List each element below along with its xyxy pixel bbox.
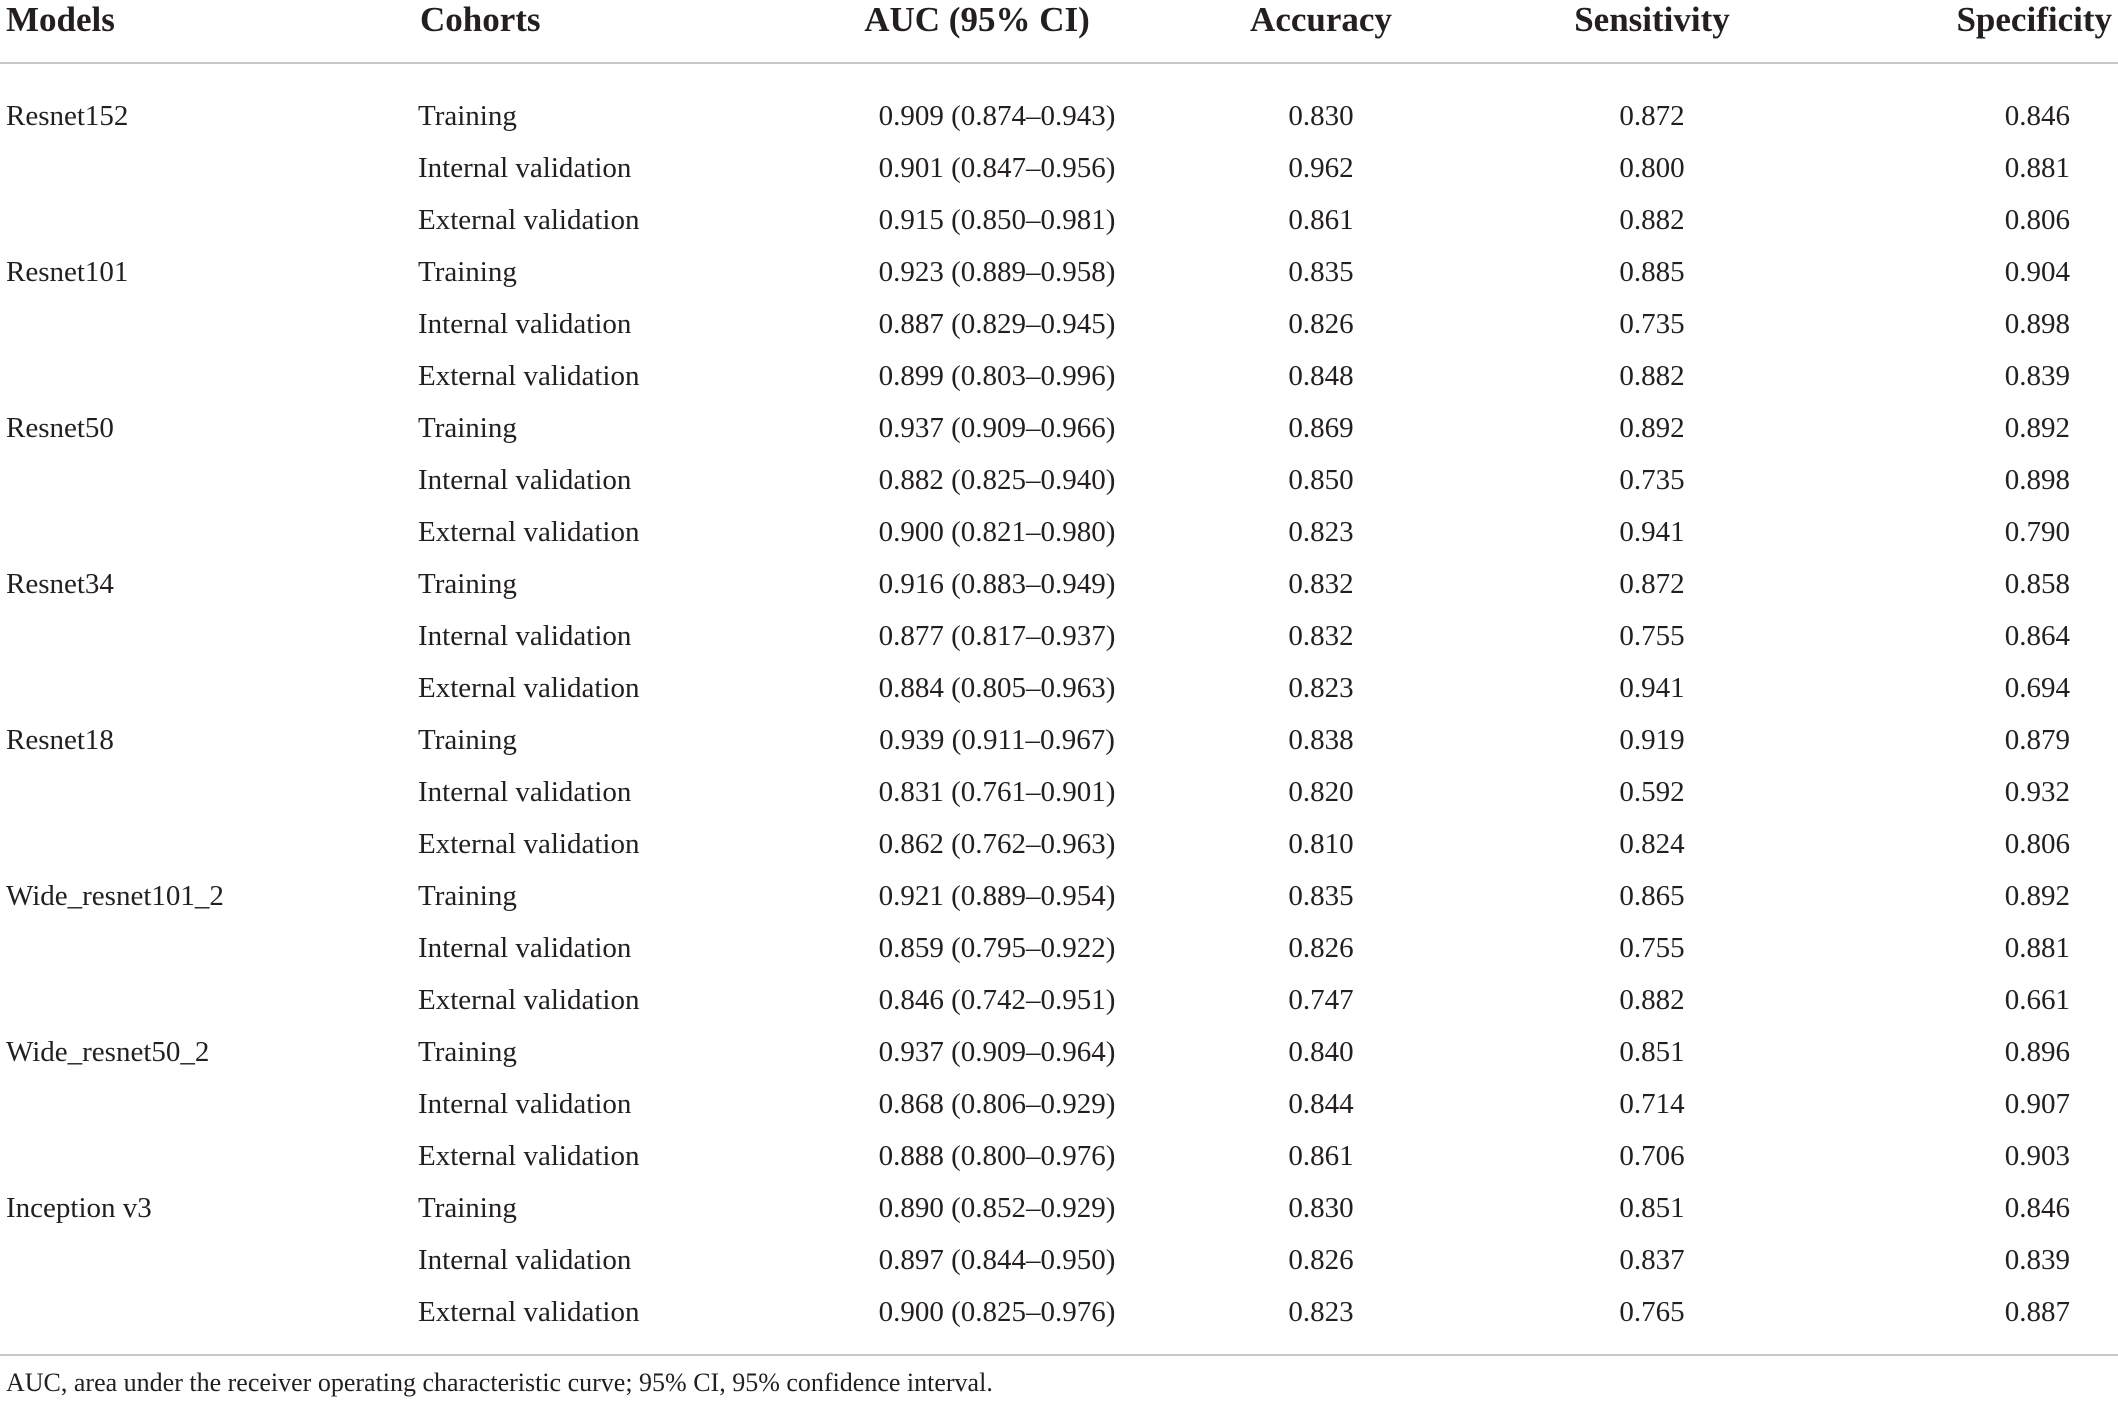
model-name-cell: Resnet101: [6, 255, 129, 288]
sensitivity-cell: 0.872: [1619, 567, 1685, 600]
auc-cell: 0.831 (0.761–0.901): [878, 775, 1116, 808]
model-name-cell: [0, 818, 414, 870]
auc-cell: 0.921 (0.889–0.954): [878, 879, 1116, 912]
specificity-cell: 0.881: [2004, 151, 2070, 184]
model-name-cell: [0, 974, 414, 1026]
model-name-cell: [0, 610, 414, 662]
cohort-cell: Internal validation: [418, 463, 632, 496]
model-name-cell: [0, 766, 414, 818]
accuracy-cell: 0.848: [1288, 359, 1354, 392]
accuracy-cell: 0.832: [1288, 619, 1354, 652]
header-auc: AUC (95% CI): [794, 0, 1160, 63]
sensitivity-cell: 0.892: [1619, 411, 1685, 444]
sensitivity-cell: 0.919: [1619, 723, 1685, 756]
accuracy-cell: 0.861: [1288, 1139, 1354, 1172]
accuracy-cell: 0.820: [1288, 775, 1354, 808]
sensitivity-cell: 0.824: [1619, 827, 1685, 860]
cohort-cell: External validation: [418, 983, 640, 1016]
sensitivity-cell: 0.872: [1619, 99, 1685, 132]
accuracy-cell: 0.826: [1288, 1243, 1354, 1276]
table-row: [0, 350, 2118, 402]
sensitivity-cell: 0.837: [1619, 1243, 1685, 1276]
auc-cell: 0.900 (0.825–0.976): [794, 1286, 1160, 1355]
cohort-cell: Training: [418, 723, 517, 756]
model-name-cell: [0, 662, 414, 714]
header-accuracy: Accuracy: [1160, 0, 1482, 63]
specificity-cell: 0.898: [2004, 463, 2070, 496]
accuracy-cell: 0.962: [1288, 151, 1354, 184]
model-name-cell: [0, 922, 414, 974]
specificity-cell: 0.694: [2004, 671, 2070, 704]
accuracy-cell: 0.850: [1288, 463, 1354, 496]
auc-cell: 0.937 (0.909–0.966): [878, 411, 1116, 444]
sensitivity-cell: 0.755: [1619, 619, 1685, 652]
auc-cell: 0.888 (0.800–0.976): [878, 1139, 1116, 1172]
auc-cell: 0.909 (0.874–0.943): [878, 99, 1116, 132]
model-name-cell: [0, 1286, 414, 1355]
sensitivity-cell: 0.941: [1619, 515, 1685, 548]
model-name-cell: [0, 1234, 414, 1286]
specificity-cell: 0.904: [2004, 255, 2070, 288]
model-name-cell: Wide_resnet50_2: [6, 1035, 210, 1068]
table-body: [0, 63, 2118, 1355]
cohort-cell: Internal validation: [418, 619, 632, 652]
auc-cell: 0.884 (0.805–0.963): [878, 671, 1116, 704]
cohort-cell: Internal validation: [418, 1087, 632, 1120]
table-row: [0, 818, 2118, 870]
cohort-cell: Training: [418, 99, 517, 132]
model-name-cell: Inception v3: [6, 1191, 152, 1224]
auc-cell: 0.897 (0.844–0.950): [878, 1243, 1116, 1276]
accuracy-cell: 0.835: [1288, 879, 1354, 912]
specificity-cell: 0.864: [2004, 619, 2070, 652]
model-name-cell: Resnet50: [6, 411, 114, 444]
model-name-cell: Resnet34: [6, 567, 114, 600]
model-name-cell: Wide_resnet101_2: [6, 879, 224, 912]
table-row: [0, 714, 2118, 766]
model-name-cell: [0, 1078, 414, 1130]
sensitivity-cell: 0.706: [1619, 1139, 1685, 1172]
table-row: [0, 246, 2118, 298]
auc-cell: 0.899 (0.803–0.996): [878, 359, 1116, 392]
specificity-cell: 0.892: [2004, 411, 2070, 444]
model-name-cell: Resnet18: [6, 723, 114, 756]
accuracy-cell: 0.826: [1288, 307, 1354, 340]
cohort-cell: Training: [418, 567, 517, 600]
accuracy-cell: 0.830: [1288, 1191, 1354, 1224]
cohort-cell: External validation: [418, 515, 640, 548]
sensitivity-cell: 0.765: [1482, 1286, 1822, 1355]
table-row: [0, 766, 2118, 818]
sensitivity-cell: 0.755: [1619, 931, 1685, 964]
table-row: [0, 1026, 2118, 1078]
cohort-cell: Internal validation: [418, 775, 632, 808]
cohort-cell: Training: [418, 1035, 517, 1068]
header-specificity: Specificity: [1822, 0, 2118, 63]
accuracy-cell: 0.861: [1288, 203, 1354, 236]
table-row: [0, 610, 2118, 662]
specificity-cell: 0.806: [2004, 203, 2070, 236]
specificity-cell: 0.887: [1822, 1286, 2118, 1355]
accuracy-cell: 0.869: [1288, 411, 1354, 444]
sensitivity-cell: 0.941: [1619, 671, 1685, 704]
cohort-cell: Training: [418, 879, 517, 912]
table-row: [0, 1234, 2118, 1286]
specificity-cell: 0.896: [2004, 1035, 2070, 1068]
sensitivity-cell: 0.714: [1619, 1087, 1685, 1120]
auc-cell: 0.900 (0.821–0.980): [878, 515, 1116, 548]
cohort-cell: External validation: [418, 1139, 640, 1172]
cohort-cell: External validation: [414, 1286, 794, 1355]
auc-cell: 0.846 (0.742–0.951): [878, 983, 1116, 1016]
table-row: [0, 402, 2118, 454]
specificity-cell: 0.932: [2004, 775, 2070, 808]
specificity-cell: 0.846: [2004, 99, 2070, 132]
accuracy-cell: 0.838: [1288, 723, 1354, 756]
table-row: [0, 558, 2118, 610]
sensitivity-cell: 0.882: [1619, 203, 1685, 236]
table-row: [0, 870, 2118, 922]
cohort-cell: Training: [418, 255, 517, 288]
cohort-cell: Training: [418, 1191, 517, 1224]
auc-cell: 0.887 (0.829–0.945): [878, 307, 1116, 340]
auc-cell: 0.901 (0.847–0.956): [878, 151, 1116, 184]
model-name-cell: [0, 298, 414, 350]
sensitivity-cell: 0.851: [1619, 1191, 1685, 1224]
cohort-cell: External validation: [418, 203, 640, 236]
specificity-cell: 0.839: [2004, 1243, 2070, 1276]
specificity-cell: 0.881: [2004, 931, 2070, 964]
accuracy-cell: 0.826: [1288, 931, 1354, 964]
model-name-cell: [0, 350, 414, 402]
auc-cell: 0.939 (0.911–0.967): [879, 723, 1115, 756]
cohort-cell: Internal validation: [418, 1243, 632, 1276]
table-row: [0, 454, 2118, 506]
accuracy-cell: 0.823: [1288, 671, 1354, 704]
model-name-cell: [0, 506, 414, 558]
sensitivity-cell: 0.851: [1619, 1035, 1685, 1068]
header-models: Models: [0, 0, 414, 63]
table-row: [0, 922, 2118, 974]
specificity-cell: 0.907: [2004, 1087, 2070, 1120]
specificity-cell: 0.903: [2004, 1139, 2070, 1172]
sensitivity-cell: 0.735: [1619, 463, 1685, 496]
model-name-cell: [0, 1130, 414, 1182]
specificity-cell: 0.892: [2004, 879, 2070, 912]
sensitivity-cell: 0.882: [1619, 983, 1685, 1016]
table-row: [0, 1182, 2118, 1234]
model-name-cell: [0, 454, 414, 506]
model-name-cell: [0, 194, 414, 246]
auc-cell: 0.877 (0.817–0.937): [878, 619, 1116, 652]
accuracy-cell: 0.747: [1288, 983, 1354, 1016]
table-footnote: AUC, area under the receiver operating characteristic curve; 95% CI, 95% confidence interval.: [6, 1368, 993, 1397]
accuracy-cell: 0.832: [1288, 567, 1354, 600]
table-row: [0, 506, 2118, 558]
cohort-cell: Internal validation: [418, 151, 632, 184]
table-row: [0, 63, 2118, 142]
cohort-cell: External validation: [418, 671, 640, 704]
accuracy-cell: 0.844: [1288, 1087, 1354, 1120]
accuracy-cell: 0.840: [1288, 1035, 1354, 1068]
specificity-cell: 0.898: [2004, 307, 2070, 340]
accuracy-cell: 0.823: [1288, 515, 1354, 548]
cohort-cell: External validation: [418, 359, 640, 392]
accuracy-cell: 0.830: [1288, 99, 1354, 132]
table-row: [0, 1130, 2118, 1182]
auc-cell: 0.916 (0.883–0.949): [878, 567, 1116, 600]
cohort-cell: External validation: [418, 827, 640, 860]
specificity-cell: 0.790: [2004, 515, 2070, 548]
table-row: [0, 298, 2118, 350]
header-sensitivity: Sensitivity: [1482, 0, 1822, 63]
auc-cell: 0.937 (0.909–0.964): [878, 1035, 1116, 1068]
auc-cell: 0.923 (0.889–0.958): [878, 255, 1116, 288]
auc-cell: 0.915 (0.850–0.981): [878, 203, 1116, 236]
table-row: [0, 1286, 2118, 1355]
auc-cell: 0.862 (0.762–0.963): [878, 827, 1116, 860]
auc-cell: 0.882 (0.825–0.940): [878, 463, 1116, 496]
header-cohorts: Cohorts: [414, 0, 794, 63]
accuracy-cell: 0.835: [1288, 255, 1354, 288]
table-row: [0, 142, 2118, 194]
table-row: [0, 662, 2118, 714]
sensitivity-cell: 0.885: [1619, 255, 1685, 288]
specificity-cell: 0.846: [2004, 1191, 2070, 1224]
cohort-cell: Internal validation: [418, 307, 632, 340]
cohort-cell: Internal validation: [418, 931, 632, 964]
table-row: [0, 194, 2118, 246]
table-row: [0, 1078, 2118, 1130]
specificity-cell: 0.806: [2004, 827, 2070, 860]
auc-cell: 0.890 (0.852–0.929): [878, 1191, 1116, 1224]
sensitivity-cell: 0.735: [1619, 307, 1685, 340]
auc-cell: 0.868 (0.806–0.929): [878, 1087, 1116, 1120]
table-header-row: [0, 0, 2118, 63]
sensitivity-cell: 0.592: [1619, 775, 1685, 808]
specificity-cell: 0.661: [2004, 983, 2070, 1016]
model-name-cell: Resnet152: [6, 99, 129, 132]
sensitivity-cell: 0.865: [1619, 879, 1685, 912]
auc-cell: 0.859 (0.795–0.922): [878, 931, 1116, 964]
accuracy-cell: 0.810: [1288, 827, 1354, 860]
specificity-cell: 0.879: [2004, 723, 2070, 756]
cohort-cell: Training: [418, 411, 517, 444]
sensitivity-cell: 0.800: [1619, 151, 1685, 184]
table-row: [0, 974, 2118, 1026]
specificity-cell: 0.839: [2004, 359, 2070, 392]
model-name-cell: [0, 142, 414, 194]
accuracy-cell: 0.823: [1160, 1286, 1482, 1355]
specificity-cell: 0.858: [2004, 567, 2070, 600]
sensitivity-cell: 0.882: [1619, 359, 1685, 392]
